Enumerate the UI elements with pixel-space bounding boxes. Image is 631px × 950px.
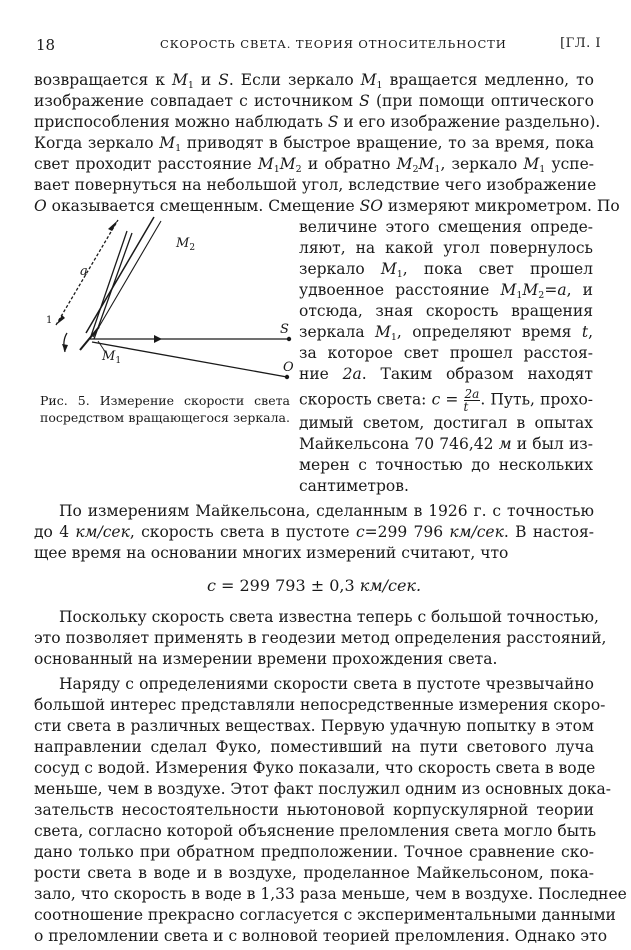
text-line: зательств несостоятельности ньютоновой корпускулярной теории — [34, 801, 594, 819]
label-m2-sub: 2 — [189, 243, 196, 253]
figure-caption: Рис. 5. Измерение скорости света посредством вращающегося зеркала. — [40, 393, 290, 425]
mirror-m2 — [86, 217, 154, 333]
text-line: зеркало $M_1$, пока свет прошел — [299, 260, 593, 280]
text-line: приспособления можно наблюдать S и его изображение раздельно). — [34, 113, 601, 131]
text-line: O оказывается смещенным. Смещение SO измеряют микрометром. По — [34, 197, 620, 215]
chapter-mark: [ГЛ. I — [560, 36, 601, 51]
fraction-2a-over-t: $\frac{2a}{t}$ — [463, 387, 480, 414]
text-line: вает повернуться на небольшой угол, вследствие чего изображение — [34, 176, 597, 194]
text-line: Наряду с определениями скорости света в пустоте чрезвычайно — [59, 675, 594, 693]
running-title: СКОРОСТЬ СВЕТА. ТЕОРИЯ ОТНОСИТЕЛЬНОСТИ — [160, 37, 507, 51]
text-line: меньше, чем в воздухе. Этот факт послужил одним из основных дока- — [34, 780, 611, 798]
text-line: о преломлении света и с волновой теорией преломления. Однако это — [34, 927, 608, 945]
mirror-diagram — [34, 205, 296, 393]
text-line: Майкельсона 70 746,42 м и был из- — [299, 435, 593, 453]
figure-rotating-mirror — [34, 205, 296, 393]
label-one: 1 — [46, 315, 53, 326]
text-line: дано только при обратном предположении. Точное сравнение ско- — [34, 843, 594, 861]
text-line: свет проходит расстояние $M_1M_2$ и обратно $M_2M_1$, зеркало $M_1$ успе- — [34, 155, 595, 175]
text-line: света, согласно которой объяснение преломления света могло быть — [34, 822, 597, 840]
text-line: соотношение прекрасно согласуется с экспериментальными данными — [34, 906, 616, 924]
svg-text:M1 — [101, 349, 121, 366]
text-line: ние 2a. Таким образом находят — [299, 365, 593, 383]
text-line: направлении сделал Фуко, поместивший на пути светового луча — [34, 738, 594, 756]
text-line: изображение совпадает с источником S (при помощи оптического — [34, 92, 594, 110]
text-line: большой интерес представляли непосредственные измерения скоро- — [34, 696, 606, 714]
text-line: основанный на измерении времени прохождения света. — [34, 650, 498, 668]
text-line: за которое свет прошел расстоя- — [299, 344, 593, 362]
text-line: удвоенное расстояние $M_1M_2=a$, и — [299, 281, 593, 301]
text-line-speed-formula: скорость света: c = $\frac{2a}{t}$ . Путь, прохо- — [299, 387, 594, 414]
text-line: Поскольку скорость света известна теперь с большой точностью, — [59, 608, 599, 626]
label-m1-sub: 1 — [115, 356, 122, 366]
svg-text:M2 — [175, 236, 195, 253]
text-line: ляют, на какой угол повернулось — [299, 239, 593, 257]
text-line: мерен с точностью до нескольких — [299, 456, 593, 474]
text-line: сти света в различных веществах. Первую удачную попытку в этом — [34, 717, 594, 735]
ray-arrow — [154, 335, 162, 343]
label-a: a — [80, 264, 88, 279]
ray-o — [92, 342, 287, 377]
page-number: 18 — [36, 36, 56, 54]
dimension-arrow-bottom — [56, 315, 65, 325]
text-line: рости света в воде и в воздухе, проделанное Майкельсоном, пока- — [34, 864, 594, 882]
text-line: до 4 км/сек, скорость света в пустоте c=299 796 км/сек. В настоя- — [34, 523, 595, 541]
text-line: Когда зеркало $M_1$ приводят в быстрое вращение, то за время, пока — [34, 134, 594, 154]
text-line: отсюда, зная скорость вращения — [299, 302, 593, 320]
text-line: зеркала $M_1$, определяют время t, — [299, 323, 593, 343]
ray-to-m2 — [90, 231, 127, 339]
text-line: димый светом, достигал в опытах — [299, 414, 593, 432]
text-line: зало, что скорость в воде в 1,33 раза меньше, чем в воздухе. Последнее — [34, 885, 627, 903]
mirror-m2-back — [93, 221, 161, 337]
text-line: щее время на основании многих измерений считают, что — [34, 544, 509, 562]
text-line: это позволяет применять в геодезии метод определения расстояний, — [34, 629, 607, 647]
display-formula-speed-of-light: c = 299 793 ± 0,3 км/сек. — [206, 576, 422, 595]
text-line: сантиметров. — [299, 477, 409, 495]
text-line: величине этого смещения опреде- — [299, 218, 593, 236]
rotation-arrow — [62, 344, 68, 352]
text-line: По измерениям Майкельсона, сделанным в 1926 г. с точностью — [59, 502, 594, 520]
label-o: O — [283, 360, 294, 375]
image-o-dot — [285, 375, 289, 379]
text-line: сосуд с водой. Измерения Фуко показали, что скорость света в воде — [34, 759, 596, 777]
page-header — [36, 36, 601, 56]
label-s: S — [280, 322, 289, 337]
ray-from-m2 — [94, 233, 132, 339]
label-m2: M — [176, 236, 190, 251]
source-s-dot — [287, 337, 291, 341]
text-line: возвращается к $M_1$ и S. Если зеркало $M_1$ вращается медленно, то — [34, 71, 594, 91]
label-m1: M — [102, 349, 116, 364]
